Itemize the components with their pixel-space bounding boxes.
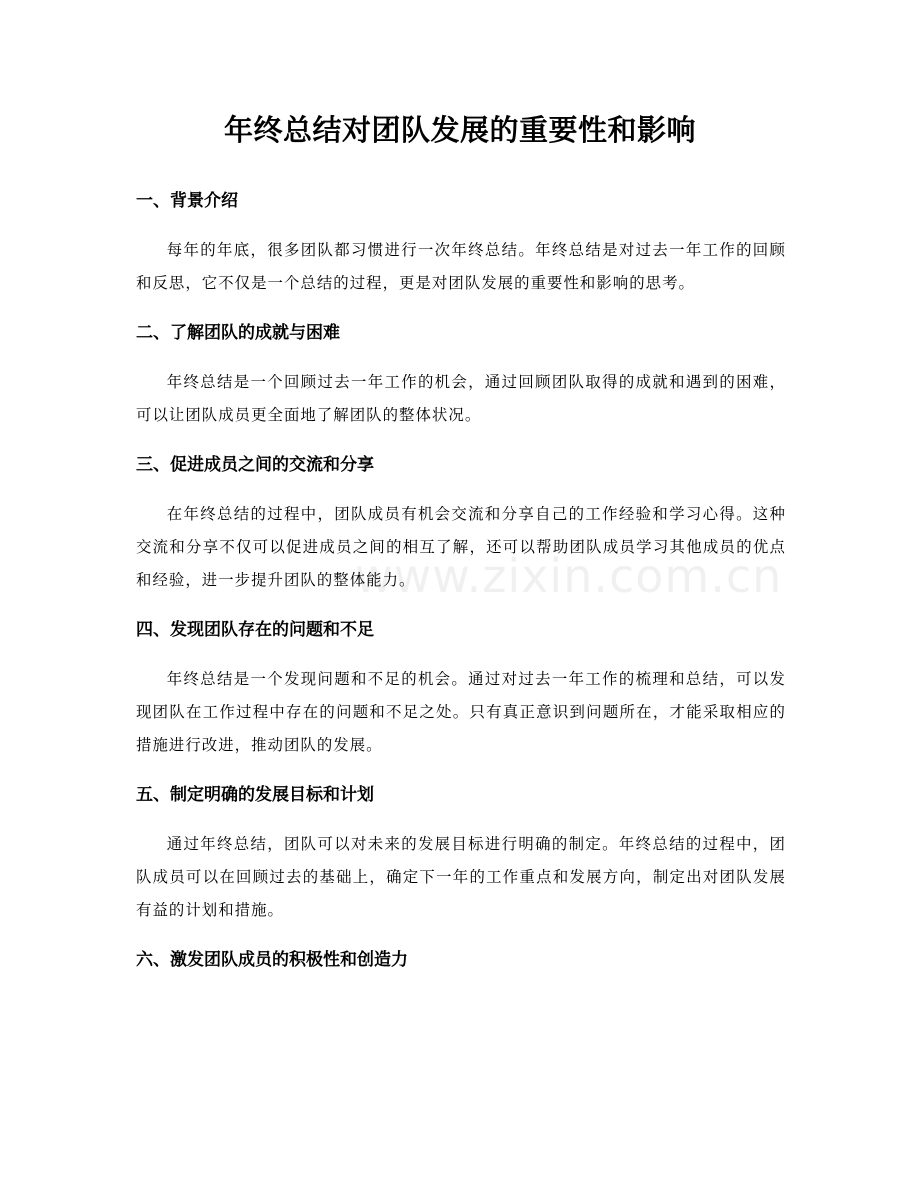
document-body bbox=[136, 186, 786, 975]
section-heading: 二、了解团队的成就与困难 bbox=[136, 323, 340, 343]
watermark: www.zixin.com.cn bbox=[355, 549, 783, 603]
section-paragraph: 年终总结是一个回顾过去一年工作的机会，通过回顾团队取得的成就和遇到的困难，可以让团队成员更全面地了解团队的整体状况。 bbox=[136, 373, 786, 424]
section-goals bbox=[136, 780, 786, 927]
section-problems bbox=[136, 615, 786, 762]
section-paragraph: 每年的年底，很多团队都习惯进行一次年终总结。年终总结是对过去一年工作的回顾和反思，它不仅是一个总结的过程，更是对团队发展的重要性和影响的思考。 bbox=[136, 241, 786, 292]
section-heading: 五、制定明确的发展目标和计划 bbox=[136, 785, 374, 805]
section-communication bbox=[136, 450, 786, 597]
section-paragraph: 通过年终总结，团队可以对未来的发展目标进行明确的制定。年终总结的过程中，团队成员可以在回顾过去的基础上，确定下一年的工作重点和发展方向，制定出对团队发展有益的计划和措施。 bbox=[136, 835, 786, 919]
section-motivation bbox=[136, 945, 786, 975]
section-heading: 六、激发团队成员的积极性和创造力 bbox=[136, 950, 408, 970]
section-heading: 一、背景介绍 bbox=[136, 191, 238, 211]
section-achievements bbox=[136, 318, 786, 432]
section-paragraph: 年终总结是一个发现问题和不足的机会。通过对过去一年工作的梳理和总结，可以发现团队在工作过程中存在的问题和不足之处。只有真正意识到问题所在，才能采取相应的措施进行改进，推动团队的发展。 bbox=[136, 670, 786, 754]
section-paragraph: 在年终总结的过程中，团队成员有机会交流和分享自己的工作经验和学习心得。这种交流和分享不仅可以促进成员之间的相互了解，还可以帮助团队成员学习其他成员的优点和经验，进一步提升团队的整体能力。 bbox=[136, 505, 786, 589]
document-title: 年终总结对团队发展的重要性和影响 bbox=[223, 113, 696, 147]
section-heading: 四、发现团队存在的问题和不足 bbox=[136, 620, 374, 640]
section-heading: 三、促进成员之间的交流和分享 bbox=[136, 455, 374, 475]
section-background bbox=[136, 186, 786, 300]
